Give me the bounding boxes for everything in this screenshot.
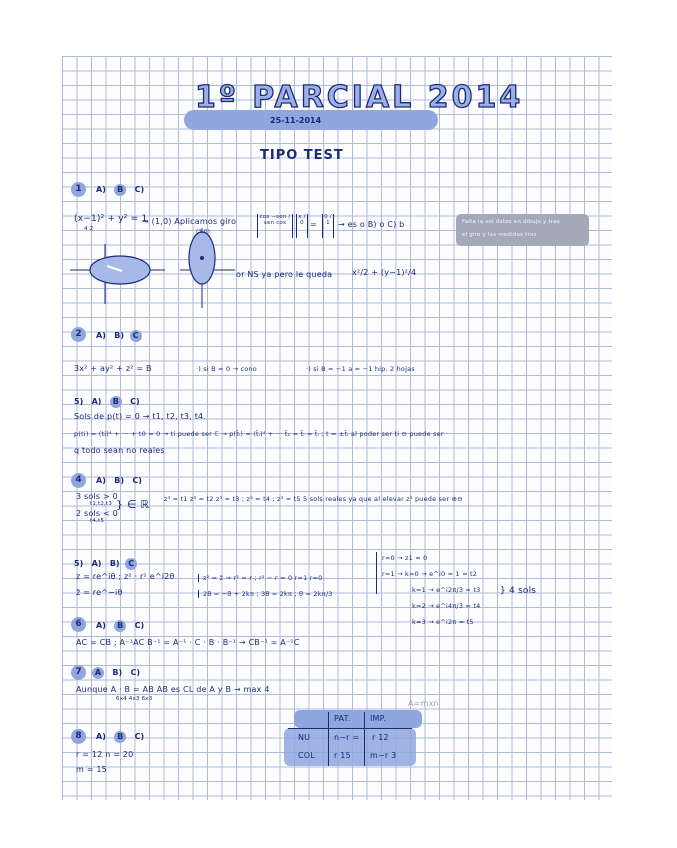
q1-sketch-caption: or NS ya pero le queda bbox=[236, 270, 333, 279]
q3-opt-a: A) bbox=[91, 397, 102, 406]
q4-positive-sols: 3 sols > 0 bbox=[76, 492, 118, 501]
question-number-4: 4 bbox=[71, 473, 86, 488]
q1-vector-1: x / 0 bbox=[296, 214, 308, 238]
q1-rotation-matrix: cos −sen / sen cos bbox=[257, 214, 293, 238]
q5-opt-a: A) bbox=[91, 559, 102, 568]
q2-opt-c-circled: C bbox=[130, 330, 142, 342]
q7-opt-c: C) bbox=[130, 668, 141, 677]
rank-table-row-col: COL bbox=[298, 751, 315, 760]
q1-rotated-ellipse-sketch bbox=[180, 228, 240, 308]
q5-root-1: r=0 → z1 = 0 bbox=[382, 554, 428, 562]
q5-solution-count: } 4 sols bbox=[500, 586, 537, 596]
q7-opt-a-circled: A bbox=[92, 667, 104, 679]
q4-equations: z³ = t1 z³ = t2 z³ = t3 ; z³ = t4 ; z³ = t5 5 sols reales ya que al elevar z³ puede ser ⊕⊖ bbox=[164, 495, 463, 503]
q3-line-2: p(ti) = (ti)⁴ + ··· + t0 = 0 → ti puede ser ℂ → p(t̄ᵢ) = (t̄ᵢ)⁴ + ··· t̄₀ = t̄ᵢ = t̄ᵢ ; t = ±t̄ᵢ al poder ser ti ⊖ puede ser bbox=[74, 430, 444, 438]
q5-options bbox=[74, 558, 137, 570]
q2-opt-a: A) bbox=[96, 331, 106, 340]
q8-opt-c: C) bbox=[134, 732, 145, 741]
rank-table-divider-v2 bbox=[364, 712, 365, 766]
q2-case-1: ·) si B = 0 → cono bbox=[196, 365, 257, 373]
q1-equals: = bbox=[310, 220, 317, 229]
q2-options bbox=[96, 330, 142, 342]
exam-date: 25-11-2014 bbox=[270, 116, 322, 125]
q5-root-4: k=2 → e^i4π/3 = t4 bbox=[412, 602, 481, 610]
question-number-3: 5) bbox=[74, 397, 84, 406]
q8-values-2: m = 15 bbox=[76, 765, 107, 774]
rank-table-col-imp: m−r 3 bbox=[370, 751, 397, 760]
q1-note-line-2: el giro y las medidas tras bbox=[462, 232, 537, 238]
q2-equation: 3x² + ay² + z² = B bbox=[74, 364, 152, 373]
q1-opt-b-circled: B bbox=[114, 184, 126, 196]
q4-opt-c: C) bbox=[132, 476, 142, 485]
q2-case-2: ·) si B = −1 a = −1 hip. 2 hojas bbox=[306, 365, 415, 373]
page-title: 1º PARCIAL 2014 bbox=[195, 80, 524, 115]
q5-root-3: k=1 → e^i2π/3 = t3 bbox=[412, 586, 481, 594]
question-number-2: 2 bbox=[71, 327, 86, 342]
q4-opt-a: A) bbox=[96, 476, 106, 485]
q3-line-1: Sols de p(t) = 0 → t1, t2, t3, t4. bbox=[74, 412, 207, 421]
q1-opt-a: A) bbox=[96, 185, 106, 194]
q4-negative-roots: t4,t5 bbox=[90, 518, 105, 524]
q1-rotation-text: → (1,0) Aplicamos giro bbox=[142, 217, 237, 226]
q1-sketch-point: (1,0) bbox=[196, 229, 211, 235]
q8-opt-b-circled: B bbox=[114, 731, 126, 743]
rank-table-header-pat: PAT. bbox=[334, 714, 351, 723]
q6-opt-b-circled: B bbox=[114, 620, 126, 632]
q4-opt-b: B) bbox=[114, 476, 124, 485]
q8-values-1: r = 12 n = 20 bbox=[76, 750, 134, 759]
q5-conjugate: z̄ = re^−iθ bbox=[76, 588, 123, 597]
rank-table-divider-v1 bbox=[328, 712, 329, 766]
q5-root-5: k=3 → e^i2π = t5 bbox=[412, 618, 474, 626]
q2-opt-b: B) bbox=[114, 331, 124, 340]
rank-table-header-band bbox=[294, 710, 422, 728]
q4-options bbox=[96, 476, 142, 485]
q3-options bbox=[74, 396, 140, 408]
q1-ellipse-sketch bbox=[70, 244, 170, 304]
q5-opt-c-circled: C bbox=[125, 558, 137, 570]
q7-a-dimension-note: A=mxn bbox=[408, 699, 439, 708]
q5-root-2: r=1 → k=0 → e^i0 = 1 = t2 bbox=[382, 570, 478, 578]
q1-opt-c: C) bbox=[134, 185, 145, 194]
rank-table-header-imp: IMP. bbox=[370, 714, 387, 723]
q1-sketch-equation: x²/2 + (y−1)²/4 bbox=[352, 268, 417, 277]
q6-equation: AC = CB ; A⁻¹AC B⁻¹ = A⁻¹ · C · B · B⁻¹ → CB⁻¹ = A⁻¹C bbox=[76, 638, 300, 647]
q7-opt-b: B) bbox=[112, 668, 123, 677]
rank-table-nu-pat: n−r = bbox=[334, 733, 360, 742]
q7-options bbox=[92, 667, 140, 679]
rank-table-divider-h bbox=[288, 728, 412, 729]
q4-brace: } ∈ ℝ bbox=[116, 498, 150, 511]
q1-equation-denominators: 4 2 bbox=[84, 226, 94, 232]
q1-options bbox=[96, 184, 144, 196]
q1-side-note bbox=[456, 214, 589, 246]
q1-conclusion: → es o B) o C) b bbox=[338, 220, 405, 229]
q1-vector-2: 0 / 1 bbox=[322, 214, 334, 238]
question-number-8: 8 bbox=[71, 729, 86, 744]
q1-equation: (x−1)² + y² = 1 bbox=[74, 214, 148, 224]
q6-options bbox=[96, 620, 144, 632]
question-number-5: 5) bbox=[74, 559, 84, 568]
q5-polar-form: z = re^iθ ; z² · r² e^i2θ bbox=[76, 572, 175, 581]
q5-system-2: 2θ = −θ + 2kπ ; 3θ = 2kπ ; θ = 2kπ/3 bbox=[198, 590, 333, 598]
q7-dimensions: 6x4 4x3 6x3 bbox=[116, 696, 153, 702]
section-heading: TIPO TEST bbox=[260, 148, 344, 163]
question-number-7: 7 bbox=[71, 665, 86, 680]
rank-table-col-pat: r 15 bbox=[334, 751, 351, 760]
question-number-6: 6 bbox=[71, 617, 86, 632]
rank-table-nu-imp: r 12 bbox=[372, 733, 389, 742]
q8-options bbox=[96, 731, 144, 743]
q4-negative-sols: 2 sols < 0 bbox=[76, 509, 118, 518]
q6-opt-c: C) bbox=[134, 621, 145, 630]
q3-line-3: q todo sean no reales bbox=[74, 446, 165, 455]
q8-opt-a: A) bbox=[96, 732, 106, 741]
q7-equation: Aunque A · B = AB AB es CL de A y B → max 4 bbox=[76, 685, 270, 694]
rank-table bbox=[284, 708, 422, 768]
question-number-1: 1 bbox=[71, 182, 86, 197]
rank-table-row-nu: NU bbox=[298, 733, 311, 742]
q6-opt-a: A) bbox=[96, 621, 106, 630]
q3-opt-b-circled: B bbox=[110, 396, 122, 408]
q5-opt-b: B) bbox=[109, 559, 120, 568]
q3-opt-c: C) bbox=[130, 397, 140, 406]
q1-note-line-1: Falta la sol datos en dibujo y tras bbox=[462, 219, 560, 225]
q5-system-1: z² = z̄ → r² = r ; r² − r = 0 r=1 r=0 bbox=[198, 574, 323, 582]
q5-divider bbox=[376, 552, 377, 594]
q4-positive-roots: t1,t2,t3 bbox=[90, 501, 113, 507]
